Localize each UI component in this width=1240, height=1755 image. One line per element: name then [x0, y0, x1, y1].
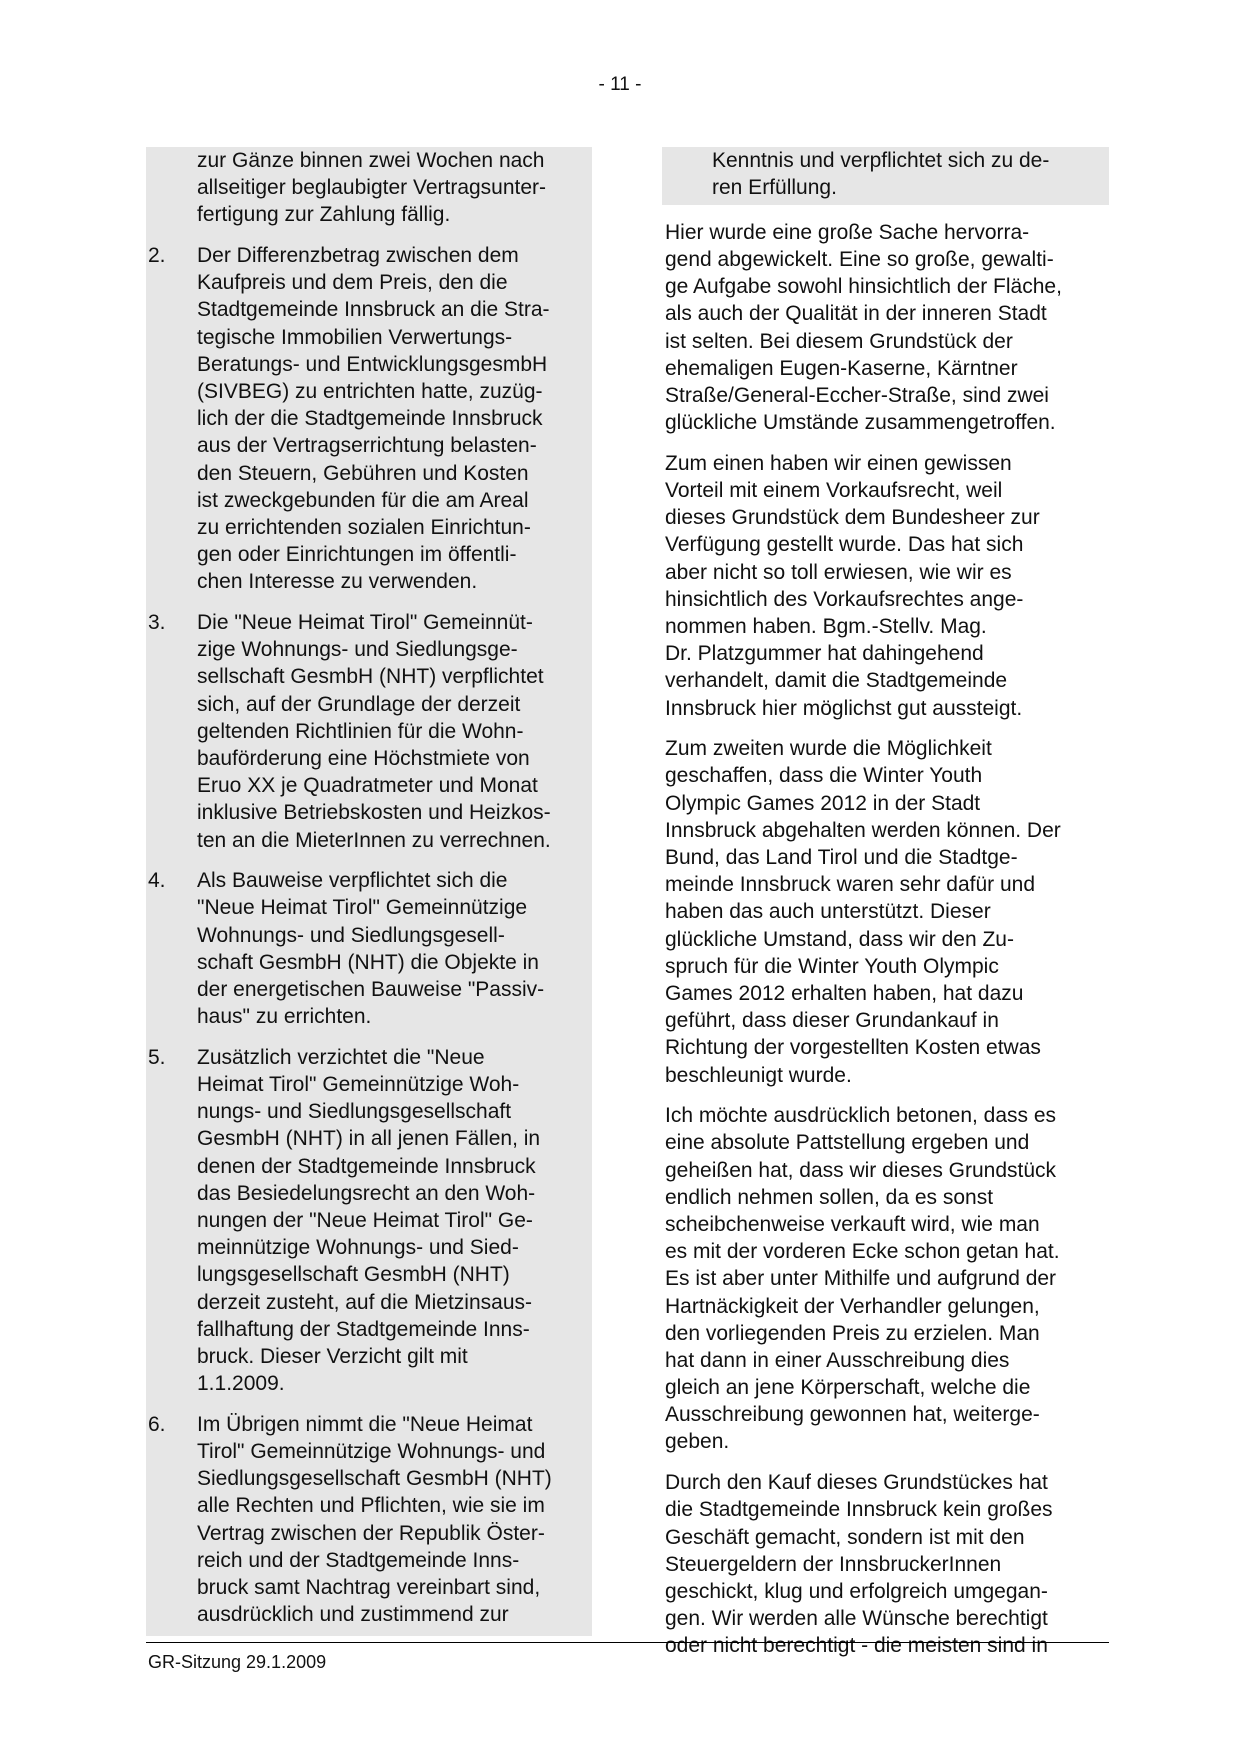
text-line: ist zweckgebunden für die am Areal: [197, 488, 529, 512]
text-line: verhandelt, damit die Stadtgemeinde: [665, 669, 1008, 693]
text-line: fertigung zur Zahlung fällig.: [197, 203, 451, 227]
text-line: aus der Vertragserrichtung belasten-: [197, 434, 537, 458]
text-line: Tirol" Gemeinnützige Wohnungs- und: [197, 1439, 546, 1463]
footer-divider: [146, 1642, 1109, 1643]
text-line: scheibchenweise verkauft wird, wie man: [665, 1212, 1040, 1236]
paragraph: [662, 735, 1109, 1088]
text-line: nungs- und Siedlungsgesellschaft: [197, 1100, 512, 1124]
text-line: glückliche Umstand, dass wir den Zu-: [665, 927, 1014, 951]
text-line: Durch den Kauf dieses Grundstückes hat: [665, 1471, 1048, 1495]
text-line: Geschäft gemacht, sondern ist mit den: [665, 1525, 1025, 1549]
text-line: tegische Immobilien Verwertungs-: [197, 325, 513, 349]
text-line: chen Interesse zu verwenden.: [197, 570, 478, 594]
text-line: hinsichtlich des Vorkaufsrechtes ange-: [665, 587, 1024, 611]
paragraph: [662, 219, 1109, 437]
page-number: - 11 -: [598, 74, 642, 95]
text-line: endlich nehmen sollen, da es sonst: [665, 1185, 994, 1209]
text-line: Heimat Tirol" Gemeinnützige Woh-: [197, 1073, 520, 1096]
text-line: den Steuern, Gebühren und Kosten: [197, 461, 529, 485]
text-line: Stadtgemeinde Innsbruck an die Stra-: [197, 298, 550, 322]
text-line: oder nicht berechtigt - die meisten sind in: [665, 1634, 1048, 1658]
text-line: geschaffen, dass die Winter Youth: [665, 764, 983, 788]
text-line: inklusive Betriebskosten und Heizkos-: [197, 801, 551, 825]
text-line: Zum zweiten wurde die Möglichkeit: [665, 737, 992, 761]
text-line: eine absolute Pattstellung ergeben und: [665, 1131, 1030, 1155]
text-line: als auch der Qualität in der inneren Stadt: [665, 302, 1047, 326]
text-line: gen. Wir werden alle Wünsche berechtigt: [665, 1607, 1048, 1631]
text-line: ge Aufgabe sowohl hinsichtlich der Fläche,: [665, 275, 1062, 299]
text-line: allseitiger beglaubigter Vertragsunter-: [197, 176, 547, 200]
list-item-number: 6.: [148, 1412, 166, 1436]
text-line: es mit der vorderen Ecke schon getan hat.: [665, 1240, 1060, 1264]
text-line: zur Gänze binnen zwei Wochen nach: [197, 149, 545, 172]
text-line: den vorliegenden Preis zu erzielen. Man: [665, 1321, 1040, 1345]
right-column-shaded-continuation: [662, 147, 1109, 205]
text-line: Siedlungsgesellschaft GesmbH (NHT): [197, 1467, 552, 1491]
text-line: Eruo XX je Quadratmeter und Monat: [197, 774, 538, 798]
text-line: das Besiedelungsrecht an den Woh-: [197, 1181, 536, 1205]
text-line: Kaufpreis und dem Preis, den die: [197, 271, 508, 295]
text-line: dieses Grundstück dem Bundesheer zur: [665, 506, 1040, 530]
text-line: bruck. Dieser Verzicht gilt mit: [197, 1344, 468, 1368]
list-item-number: 4.: [148, 869, 166, 893]
text-line: ausdrücklich und zustimmend zur: [197, 1603, 509, 1627]
text-line: ist selten. Bei diesem Grundstück der: [665, 329, 1013, 353]
text-line: geführt, dass dieser Grundankauf in: [665, 1009, 999, 1033]
text-line: Innsbruck hier möglichst gut aussteigt.: [665, 696, 1023, 720]
list-item: [146, 1044, 592, 1397]
text-line: Vertrag zwischen der Republik Öster-: [197, 1521, 545, 1545]
text-line: Games 2012 erhalten haben, hat dazu: [665, 981, 1024, 1005]
text-line: (SIVBEG) zu entrichten hatte, zuzüg-: [197, 380, 543, 403]
text-line: zige Wohnungs- und Siedlungsge-: [197, 638, 518, 662]
text-line: schaft GesmbH (NHT) die Objekte in: [197, 950, 539, 974]
paragraph: [662, 450, 1109, 722]
text-line: lungsgesellschaft GesmbH (NHT): [197, 1263, 510, 1287]
text-line: Die "Neue Heimat Tirol" Gemeinnüt-: [197, 611, 533, 634]
right-column-paragraphs: [662, 219, 1109, 1660]
list-item: [146, 1411, 592, 1629]
text-line: der energetischen Bauweise "Passiv-: [197, 977, 545, 1001]
text-line: glückliche Umstände zusammengetroffen.: [665, 411, 1056, 435]
text-line: alle Rechten und Pflichten, wie sie im: [197, 1494, 545, 1518]
text-line: Vorteil mit einem Vorkaufsrecht, weil: [665, 479, 1003, 503]
text-line: ten an die MieterInnen zu verrechnen.: [197, 828, 551, 852]
list-item: [146, 242, 592, 595]
text-line: sellschaft GesmbH (NHT) verpflichtet: [197, 665, 544, 689]
right-column: [662, 147, 1109, 1659]
text-line: zu errichtenden sozialen Einrichtun-: [197, 515, 531, 539]
text-line: GesmbH (NHT) in all jenen Fällen, in: [197, 1127, 541, 1151]
text-line: bruck samt Nachtrag vereinbart sind,: [197, 1575, 541, 1599]
text-line: "Neue Heimat Tirol" Gemeinnützige: [197, 896, 528, 920]
paragraph: [662, 1102, 1109, 1455]
text-line: denen der Stadtgemeinde Innsbruck: [197, 1154, 536, 1178]
text-line: Hier wurde eine große Sache hervorra-: [665, 220, 1030, 244]
text-line: gleich an jene Körperschaft, welche die: [665, 1376, 1031, 1400]
text-line: fallhaftung der Stadtgemeinde Inns-: [197, 1317, 530, 1341]
text-line: aber nicht so toll erwiesen, wie wir es: [665, 560, 1012, 584]
list-item-number: 5.: [148, 1045, 166, 1069]
list-item: [146, 609, 592, 854]
text-line: Bund, das Land Tirol und die Stadtge-: [665, 846, 1018, 869]
text-line: Wohnungs- und Siedlungsgesell-: [197, 923, 505, 947]
text-line: spruch für die Winter Youth Olympic: [665, 954, 999, 978]
text-line: beschleunigt wurde.: [665, 1063, 852, 1087]
text-line: nungen der "Neue Heimat Tirol" Ge-: [197, 1208, 533, 1232]
text-line: Ich möchte ausdrücklich betonen, dass es: [665, 1104, 1057, 1128]
text-line: Zum einen haben wir einen gewissen: [665, 451, 1012, 475]
text-line: gend abgewickelt. Eine so große, gewalti-: [665, 248, 1054, 272]
text-line: Olympic Games 2012 in der Stadt: [665, 791, 981, 815]
text-line: nommen haben. Bgm.-Stellv. Mag.: [665, 615, 987, 638]
left-column-shaded-list: [146, 147, 592, 1636]
text-line: lich der die Stadtgemeinde Innsbruck: [197, 407, 543, 431]
text-line: Straße/General-Eccher-Straße, sind zwei: [665, 384, 1049, 407]
text-line: reich und der Stadtgemeinde Inns-: [197, 1548, 520, 1572]
text-line: Im Übrigen nimmt die "Neue Heimat: [197, 1412, 533, 1436]
text-line: Kenntnis und verpflichtet sich zu de-: [712, 149, 1050, 172]
text-line: meinnützige Wohnungs- und Sied-: [197, 1236, 519, 1260]
text-line: haben das auch unterstützt. Dieser: [665, 900, 991, 924]
paragraph: [662, 1469, 1109, 1659]
text-line: Der Differenzbetrag zwischen dem: [197, 244, 519, 268]
text-line: haus" zu errichten.: [197, 1005, 372, 1029]
text-line: gen oder Einrichtungen im öffentli-: [197, 543, 517, 567]
text-line: geheißen hat, dass wir dieses Grundstück: [665, 1158, 1057, 1182]
text-line: sich, auf der Grundlage der derzeit: [197, 692, 521, 716]
paragraph: [662, 147, 1109, 201]
text-line: ren Erfüllung.: [712, 176, 837, 200]
list-item-number: 3.: [148, 611, 166, 634]
list-item: [146, 867, 592, 1030]
text-line: geben.: [665, 1430, 730, 1454]
text-line: bauförderung eine Höchstmiete von: [197, 746, 530, 770]
text-line: Hartnäckigkeit der Verhandler gelungen,: [665, 1294, 1040, 1318]
text-line: Verfügung gestellt wurde. Das hat sich: [665, 533, 1024, 557]
text-line: ehemaligen Eugen-Kaserne, Kärntner: [665, 356, 1018, 380]
text-line: Es ist aber unter Mithilfe und aufgrund der: [665, 1267, 1057, 1291]
text-line: Zusätzlich verzichtet die "Neue: [197, 1045, 485, 1069]
text-line: Steuergeldern der InnsbruckerInnen: [665, 1552, 1002, 1576]
text-line: die Stadtgemeinde Innsbruck kein großes: [665, 1498, 1053, 1522]
text-line: meinde Innsbruck waren sehr dafür und: [665, 873, 1036, 897]
text-line: 1.1.2009.: [197, 1372, 285, 1396]
list-item: [146, 147, 592, 229]
text-line: derzeit zusteht, auf die Mietzinsaus-: [197, 1290, 532, 1314]
text-line: Richtung der vorgestellten Kosten etwas: [665, 1036, 1041, 1060]
list-item-number: 2.: [148, 244, 166, 268]
text-line: Beratungs- und EntwicklungsgesmbH: [197, 352, 548, 376]
text-line: geschickt, klug und erfolgreich umgegan-: [665, 1579, 1048, 1603]
text-line: Als Bauweise verpflichtet sich die: [197, 869, 508, 893]
footer-text: GR-Sitzung 29.1.2009: [148, 1652, 327, 1672]
text-line: Ausschreibung gewonnen hat, weiterge-: [665, 1403, 1040, 1427]
text-line: Innsbruck abgehalten werden können. Der: [665, 818, 1061, 842]
text-line: Dr. Platzgummer hat dahingehend: [665, 642, 984, 666]
text-line: geltenden Richtlinien für die Wohn-: [197, 719, 524, 743]
text-line: hat dann in einer Ausschreibung dies: [665, 1348, 1010, 1372]
